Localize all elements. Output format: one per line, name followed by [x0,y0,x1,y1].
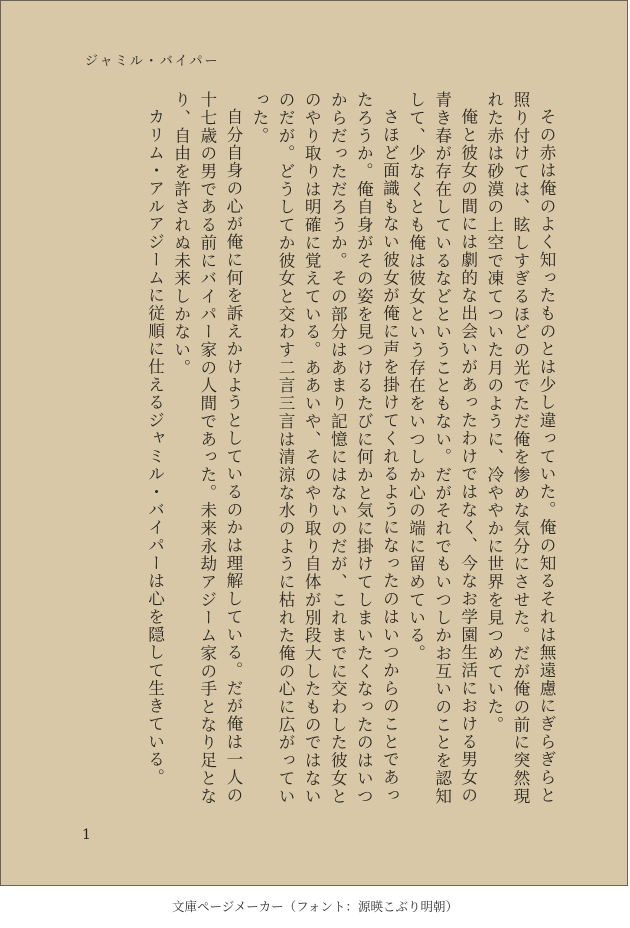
paragraph-1: その赤は俺のよく知ったものとは少し違っていた。俺の知るそれは無遠慮にぎらぎらと照り付けては、眩しすぎるほどの光でただ俺を惨めな気分にさせた。だが俺の前に突然現れた赤は砂漠の上空で凍てついた月のように、冷ややかに世界を見つめていた。 [484,91,556,805]
paragraph-3: さほど面識もない彼女が俺に声を掛けてくれるようになったのはいつからのことであったろうか。俺自身がその姿を見つけるたびに何かと気に掛けてしまいたくなったのはいつからだっただろうか。その部分はあまり記憶にはないのだが、これまでに交わした彼女とのやり取りは明確に覚えている。ああいや、そのやり取り自体が別段大したものではないのだが。どうしてか彼女と交わす二言三言は清涼な水のように枯れた俺の心に広がっていった。 [249,91,400,805]
paragraph-4: 自分自身の心が俺に何を訴えかけようとしているのかは理解している。だが俺は一人の十七歳の男である前にバイパー家の人間であった。未来永劫アジーム家の手となり足となり、自由を許されぬ未来しかない。 [171,91,243,805]
page-number: 1 [82,827,91,843]
paragraph-5: カリム・アルアジームに従順に仕えるジャミル・バイパーは心を隠して生きている。 [145,107,165,786]
vertical-body-text [142,91,560,811]
footer-credit: 文庫ページメーカー（フォント：源暎こぶり明朝） [171,899,458,914]
running-header: ジャミル・バイパー [85,54,220,69]
paragraph-2: 俺と彼女の間には劇的な出会いがあったわけではなく、今なお学園生活における男女の青き春が存在しているなどということもない。だがそれでもいつしかお互いのことを認知して、少なくとも俺は彼女という存在をいつしか心の端に留めている。 [406,91,478,805]
